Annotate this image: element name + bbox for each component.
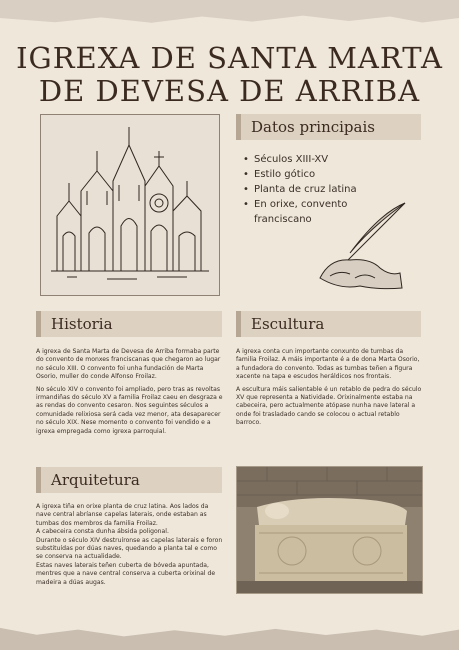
torn-paper-top [0,0,459,30]
datos-heading: Datos principais [236,114,421,140]
datos-item: • Estilo gótico [243,167,373,182]
quill-hand-icon [310,198,410,293]
datos-item: • Planta de cruz latina [243,182,373,197]
historia-text [36,348,224,440]
escultura-paragraph: A igrexa conta cun importante conxunto de tumbas da familia Froilaz. A máis importante é a de dona Marta Osorio, a fundadora do convento. Todas as tumbas teñen a figura xacente na tapa e escudos heráldicos nos frontais. [236,348,420,381]
historia-paragraph: No século XIV o convento foi ampliado, pero tras as revoltas irmandiñas do século XV a familia Froilaz caeu en desgraza e as rendas do convento cesaron. Nos seguintes séculos a comunidade relixiosa será cada vez menor, ata desaparecer no século XIX. Nese momento o convento foi vendido e a igrexa empregada como igrexa parroquial. [36,385,223,435]
title-line-1: IGREXA DE SANTA MARTA [16,41,443,75]
arquitetura-text [36,503,224,587]
datos-item: • Séculos XIII-XV [243,152,373,167]
church-illustration-frame [40,114,220,296]
escultura-text [236,348,422,432]
datos-item: • En orixe, convento franciscano [243,197,373,227]
church-sketch-icon [47,121,213,289]
tomb-photo [236,466,423,594]
arquitetura-heading: Arquitetura [36,467,222,493]
escultura-paragraph: A escultura máis salientable é un retablo de pedra do século XV que representa a Natividade. Orixinalmente estaba na cabeceira, pero actualmente atópase nunha nave lateral a onde foi trasladado cando se colocou o actual retablo barroco. [236,385,422,427]
arquitetura-line: Durante o século XIV destruíronse as capelas laterais e foron substituídas por dúas naves, quedando a planta tal e como se conserva na actualidade. [36,536,223,561]
arquitetura-line: A cabeceira consta dunha ábsida poligonal. [36,528,169,536]
historia-heading: Historia [36,311,222,337]
title-line-2: DE DEVESA DE ARRIBA [38,74,421,108]
historia-paragraph: A igrexa de Santa Marta de Devesa de Arriba formaba parte do convento de monxes franciscanas que chegaron ao lugar no século XIII. O convento foi unha fundación de Marta Osorio, muller do conde Alfonso Froilaz. [36,348,221,381]
page-title [0,42,459,108]
arquitetura-line: Estas naves laterais teñen cuberta de bóveda apuntada, mentres que a nave central conserva a cuberta orixinal de madeira a dúas augas. [36,561,216,586]
torn-paper-bottom [0,616,459,650]
escultura-heading: Escultura [236,311,421,337]
arquitetura-line: A igrexa tiña en orixe planta de cruz latina. Aos lados da nave central abríanse capelas laterais, onde estaban as tumbas dos membros da familia Froilaz. [36,503,209,527]
tomb-image [237,467,422,593]
